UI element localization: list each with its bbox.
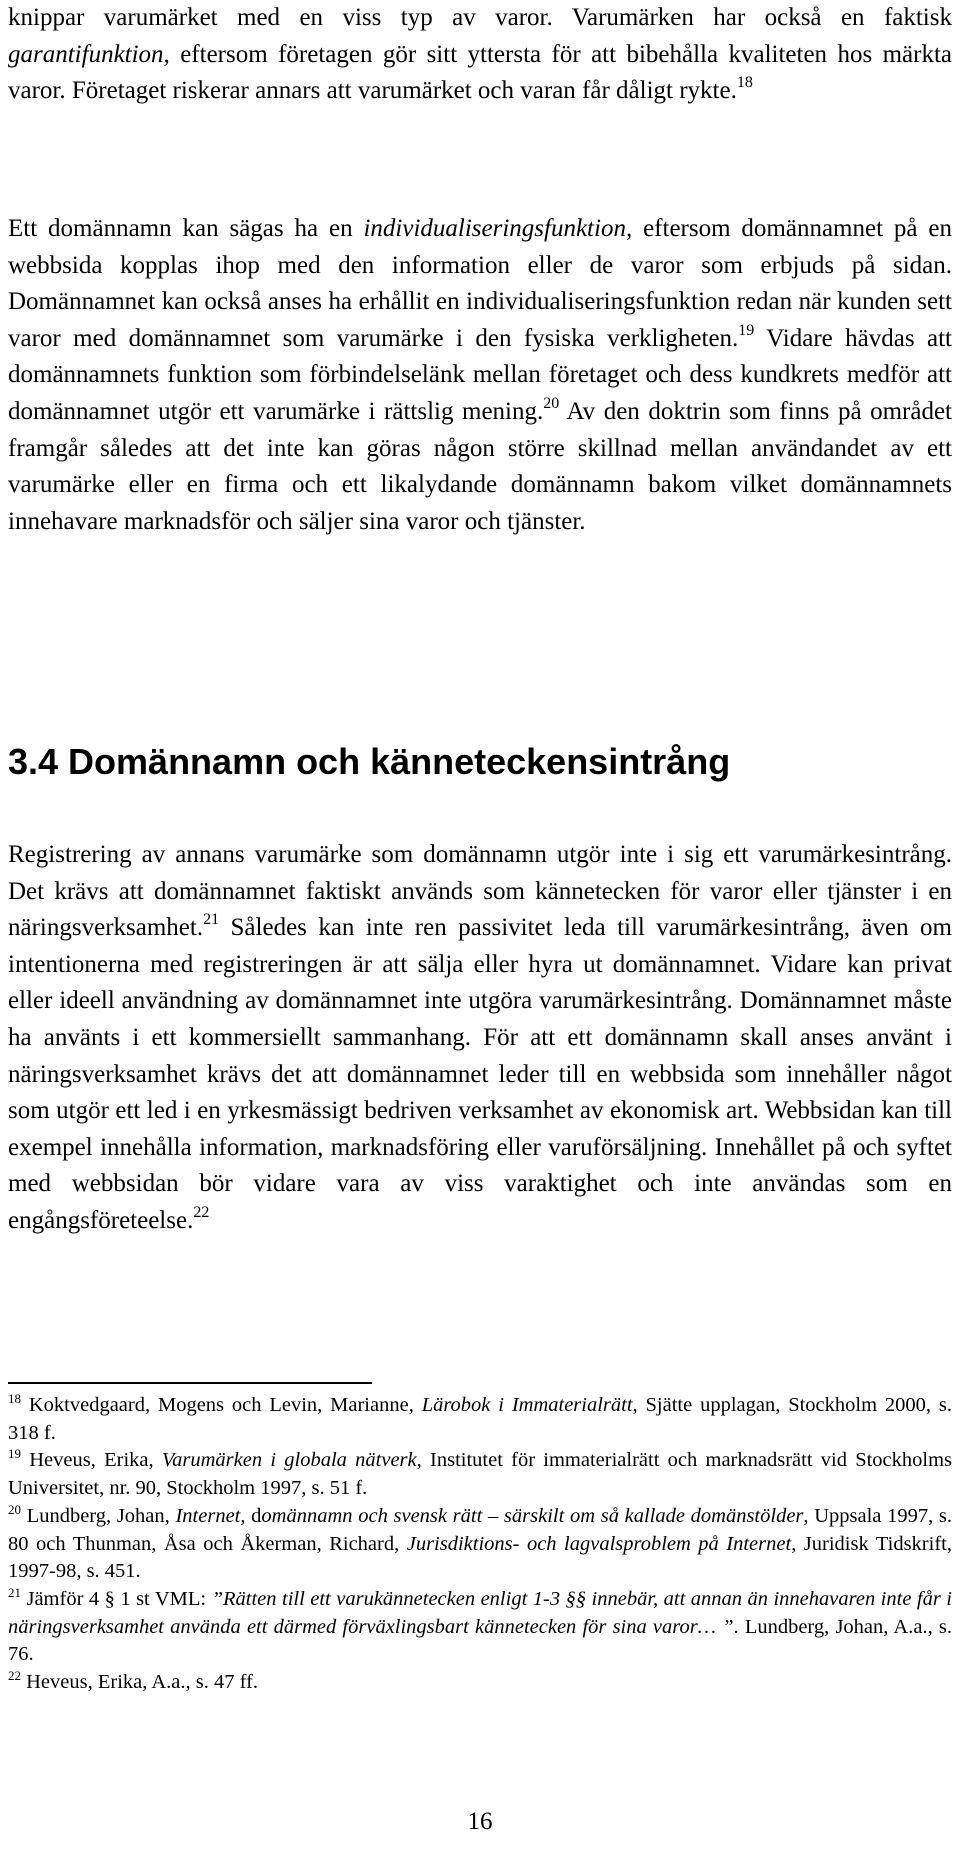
page-number: 16: [467, 1808, 493, 1835]
footnote: [8, 1669, 952, 1697]
footnote-number: 20: [8, 1501, 21, 1517]
footnote-italic-title: Internet,: [175, 1504, 252, 1527]
footnote-text: , Sjätte upplagan, Stockholm 2000, s. 318 f.: [8, 1394, 952, 1444]
footnote-italic-title: ”Rätten till ett varukännetecken enligt 1-3 §§ innebär, att annan än innehavaren inte får i näringsverksamhet använda ett därmed förväxlingsbart kännetecken för sina varor… ”: [8, 1587, 952, 1638]
footnotes-section: [8, 1392, 952, 1697]
footnote-reference[interactable]: 21: [203, 911, 220, 929]
paragraph-text: Ett domännamn kan sägas ha en: [8, 215, 364, 242]
footnote-text: Koktvedgaard, Mogens och Levin, Marianne,: [21, 1394, 422, 1416]
footnote-text: d: [251, 1504, 262, 1527]
footnote: [8, 1447, 952, 1502]
footnote-reference[interactable]: 19: [738, 321, 755, 339]
paragraph-text: eftersom företagen gör sitt yttersta för att bibehålla kvaliteten hos märkta varor. Företaget riskerar annars att varumärket och varan får dåligt rykte.: [8, 40, 952, 105]
body-paragraph: [8, 837, 952, 1240]
paragraph-text: Registrering av annans varumärke som domännamn utgör inte i sig ett varumärkesintrång. Det krävs att domännamnet faktiskt används som kännetecken för varor eller tjänster i en näringsverksamhet.: [8, 841, 952, 942]
paragraph-text: Av den doktrin som finns på området framgår således att det inte kan göras någon större skillnad mellan användandet av ett varumärke eller en firma och ett likalydande domännamn bakom vilket domännamnets innehavare marknadsför och säljer sina varor och tjänster.: [8, 397, 953, 535]
body-paragraph: [8, 0, 952, 110]
body-paragraph: [8, 211, 952, 540]
footnote-text: Jämför 4 § 1 st VML:: [21, 1587, 212, 1610]
footnote-italic-title: Jurisdiktions- och lagvalsproblem på Internet: [406, 1532, 792, 1555]
footnote-italic-title: Lärobok i Immaterialrätt: [421, 1394, 633, 1416]
footnote-text: , Uppsala 1997, s. 80 och Thunman, Åsa och Åkerman, Richard,: [8, 1504, 952, 1555]
paragraph-italic-term: garantifunktion,: [8, 40, 170, 68]
footnote-number: 18: [8, 1391, 21, 1406]
footnote-text: . Lundberg, Johan, A.a., s. 76.: [8, 1615, 952, 1666]
footnote-text: Heveus, Erika,: [21, 1449, 162, 1472]
footnote-reference[interactable]: 20: [543, 394, 560, 412]
paragraph-text: eftersom domännamnet på en webbsida kopplas ihop med den information eller de varor som erbjuds på sidan. Domännamnet kan också anses ha erhållit en individualiseringsfunktion redan när kunden sett varor med domännamnet som varumärke i den fysiska verkligheten.: [8, 215, 952, 352]
footnote-number: 22: [8, 1668, 21, 1684]
footnote-reference[interactable]: 18: [736, 74, 753, 92]
paragraph-italic-term: individualiseringsfunktion,: [363, 215, 633, 242]
footnote-number: 19: [8, 1446, 21, 1462]
footnote-number: 21: [8, 1584, 21, 1600]
section-heading: 3.4 Domännamn och känneteckensintrång: [8, 741, 731, 782]
footnote: [8, 1503, 952, 1586]
footnote-text: Heveus, Erika, A.a., s. 47 ff.: [21, 1671, 259, 1694]
footnote-italic-title: Varumärken i globala nätverk: [161, 1449, 417, 1472]
footnote: [8, 1586, 952, 1669]
footnote-italic-title: omännamn och svensk rätt – särskilt om så kallade domänstölder: [261, 1504, 804, 1527]
paragraph-text: Vidare hävdas att domännamnets funktion som förbindelselänk mellan företaget och dess kundkrets medför att domännamnet utgör ett varumärke i rättslig mening.: [8, 324, 952, 425]
footnote-text: , Institutet för immaterialrätt och marknadsrätt vid Stockholms Universitet, nr. 90, Stockholm 1997, s. 51 f.: [8, 1449, 953, 1500]
paragraph-text: knippar varumärket med en viss typ av varor. Varumärken har också en faktisk: [8, 4, 952, 31]
footnote: [8, 1392, 952, 1447]
footnote-text: , Juridisk Tidskrift, 1997-98, s. 451.: [8, 1532, 952, 1583]
footnote-text: Lundberg, Johan,: [21, 1504, 176, 1527]
footnote-separator: [8, 1382, 372, 1384]
footnote-reference[interactable]: 22: [193, 1203, 210, 1221]
paragraph-text: Således kan inte ren passivitet leda till varumärkesintrång, även om intentionerna med registreringen är att sälja eller hyra ut domännamnet. Vidare kan privat eller ideell användning av domännamnet inte utgöra varumärkesintrång. Domännamnet måste ha använts i ett kommersiellt sammanhang. För att ett domännamn skall anses använt i näringsverksamhet krävs det att domännamnet leder till en webbsida som innehåller något som utgör ett led i en yrkesmässigt bedriven verksamhet av ekonomisk art. Webbsidan kan till exempel innehålla information, marknadsföring eller varuförsäljning. Innehållet på och syftet med webbsidan bör vidare vara av viss varaktighet och inte användas som en engångsföreteelse.: [8, 914, 952, 1234]
